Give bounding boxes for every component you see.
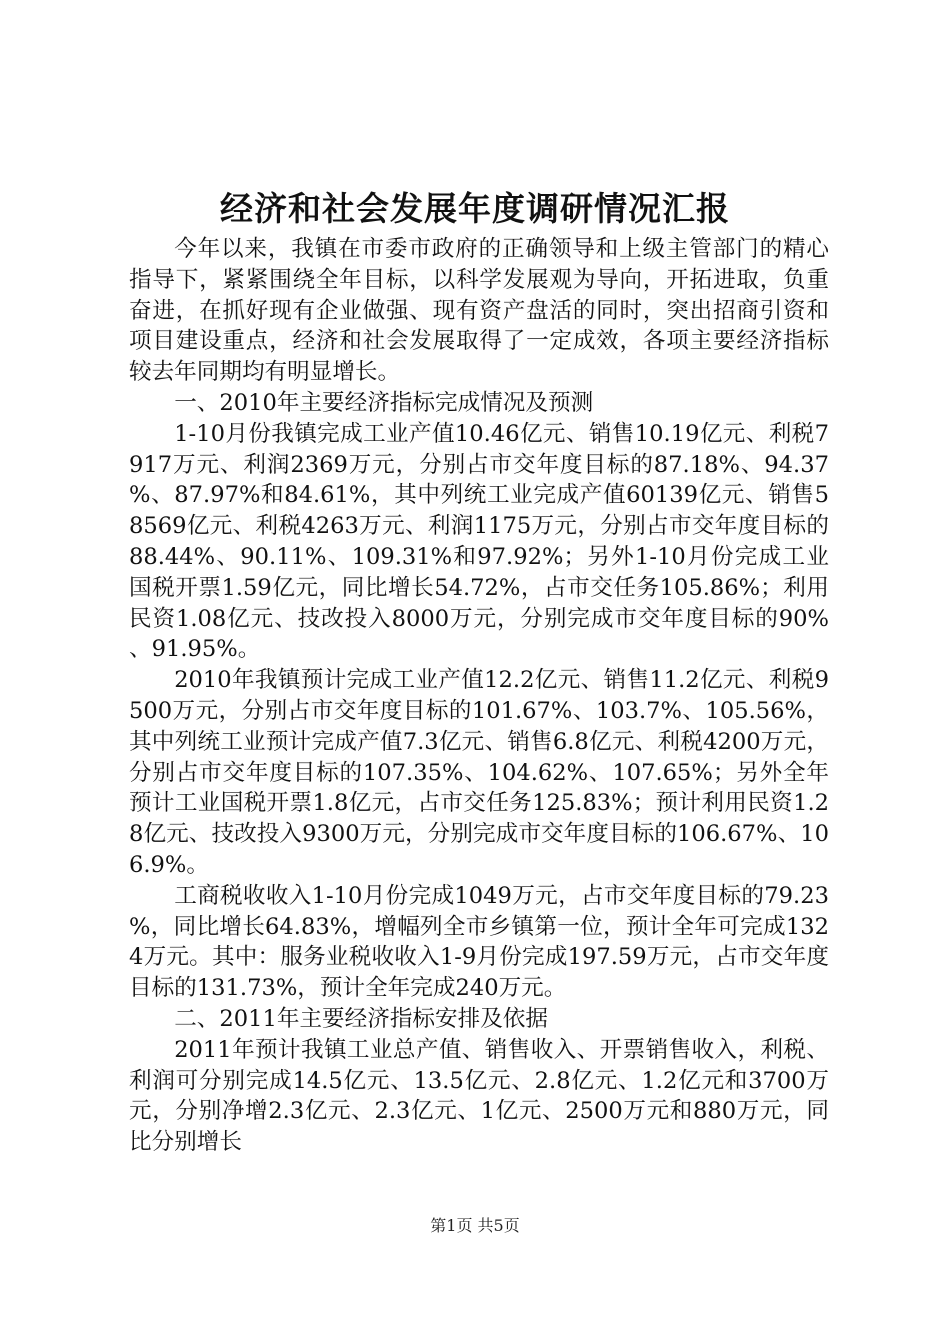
document-body — [129, 234, 829, 1158]
section-heading-2011: 二、2011年主要经济指标安排及依据 — [174, 1005, 548, 1032]
paragraph-2010-jan-oct: 1-10月份我镇完成工业产值10.46亿元、销售10.19亿元、利税7917万元、利润2369万元，分别占市交年度目标的87.18%、94.37%、87.97%和84.61%，其中列统工业完成产值60139亿元、销售58569亿元、利税4263万元、利润1175万元，分别占市交年度目标的88.44%、90.11%、109.31%和97.92%；另外1-10月份完成工业国税开票1.59亿元，同比增长54.72%，占市交任务105.86%；利用民资1.08亿元、技改投入8000万元，分别完成市交年度目标的90%、91.95%。 — [129, 420, 829, 663]
section-heading-2010: 一、2010年主要经济指标完成情况及预测 — [174, 389, 594, 416]
document-title: 经济和社会发展年度调研情况汇报 — [220, 189, 730, 228]
paragraph-2011-plan: 2011年预计我镇工业总产值、销售收入、开票销售收入，利税、利润可分别完成14.5亿元、13.5亿元、2.8亿元、1.2亿元和3700万元，分别净增2.3亿元、2.3亿元、1亿元、2500万元和880万元，同比分别增长 — [129, 1036, 829, 1156]
paragraph-tax-revenue: 工商税收收入1-10月份完成1049万元，占市交年度目标的79.23%，同比增长64.83%，增幅列全市乡镇第一位，预计全年可完成1324万元。其中：服务业税收收入1-9月份完成197.59万元，占市交年度目标的131.73%，预计全年完成240万元。 — [129, 882, 829, 1002]
paragraph-2010-forecast: 2010年我镇预计完成工业产值12.2亿元、销售11.2亿元、利税9500万元，分别占市交年度目标的101.67%、103.7%、105.56%，其中列统工业预计完成产值7.3亿元、销售6.8亿元、利税4200万元，分别占市交年度目标的107.35%、104.62%、107.65%；另外全年预计工业国税开票1.8亿元，占市交任务125.83%；预计利用民资1.28亿元、技改投入9300万元，分别完成市交年度目标的106.67%、106.9%。 — [129, 667, 829, 878]
page-footer: 第1页 共5页 — [430, 1216, 520, 1235]
paragraph-intro: 今年以来，我镇在市委市政府的正确领导和上级主管部门的精心指导下，紧紧围绕全年目标，以科学发展观为导向，开拓进取，负重奋进，在抓好现有企业做强、现有资产盘活的同时，突出招商引资和项目建设重点，经济和社会发展取得了一定成效，各项主要经济指标较去年同期均有明显增长。 — [129, 236, 829, 386]
